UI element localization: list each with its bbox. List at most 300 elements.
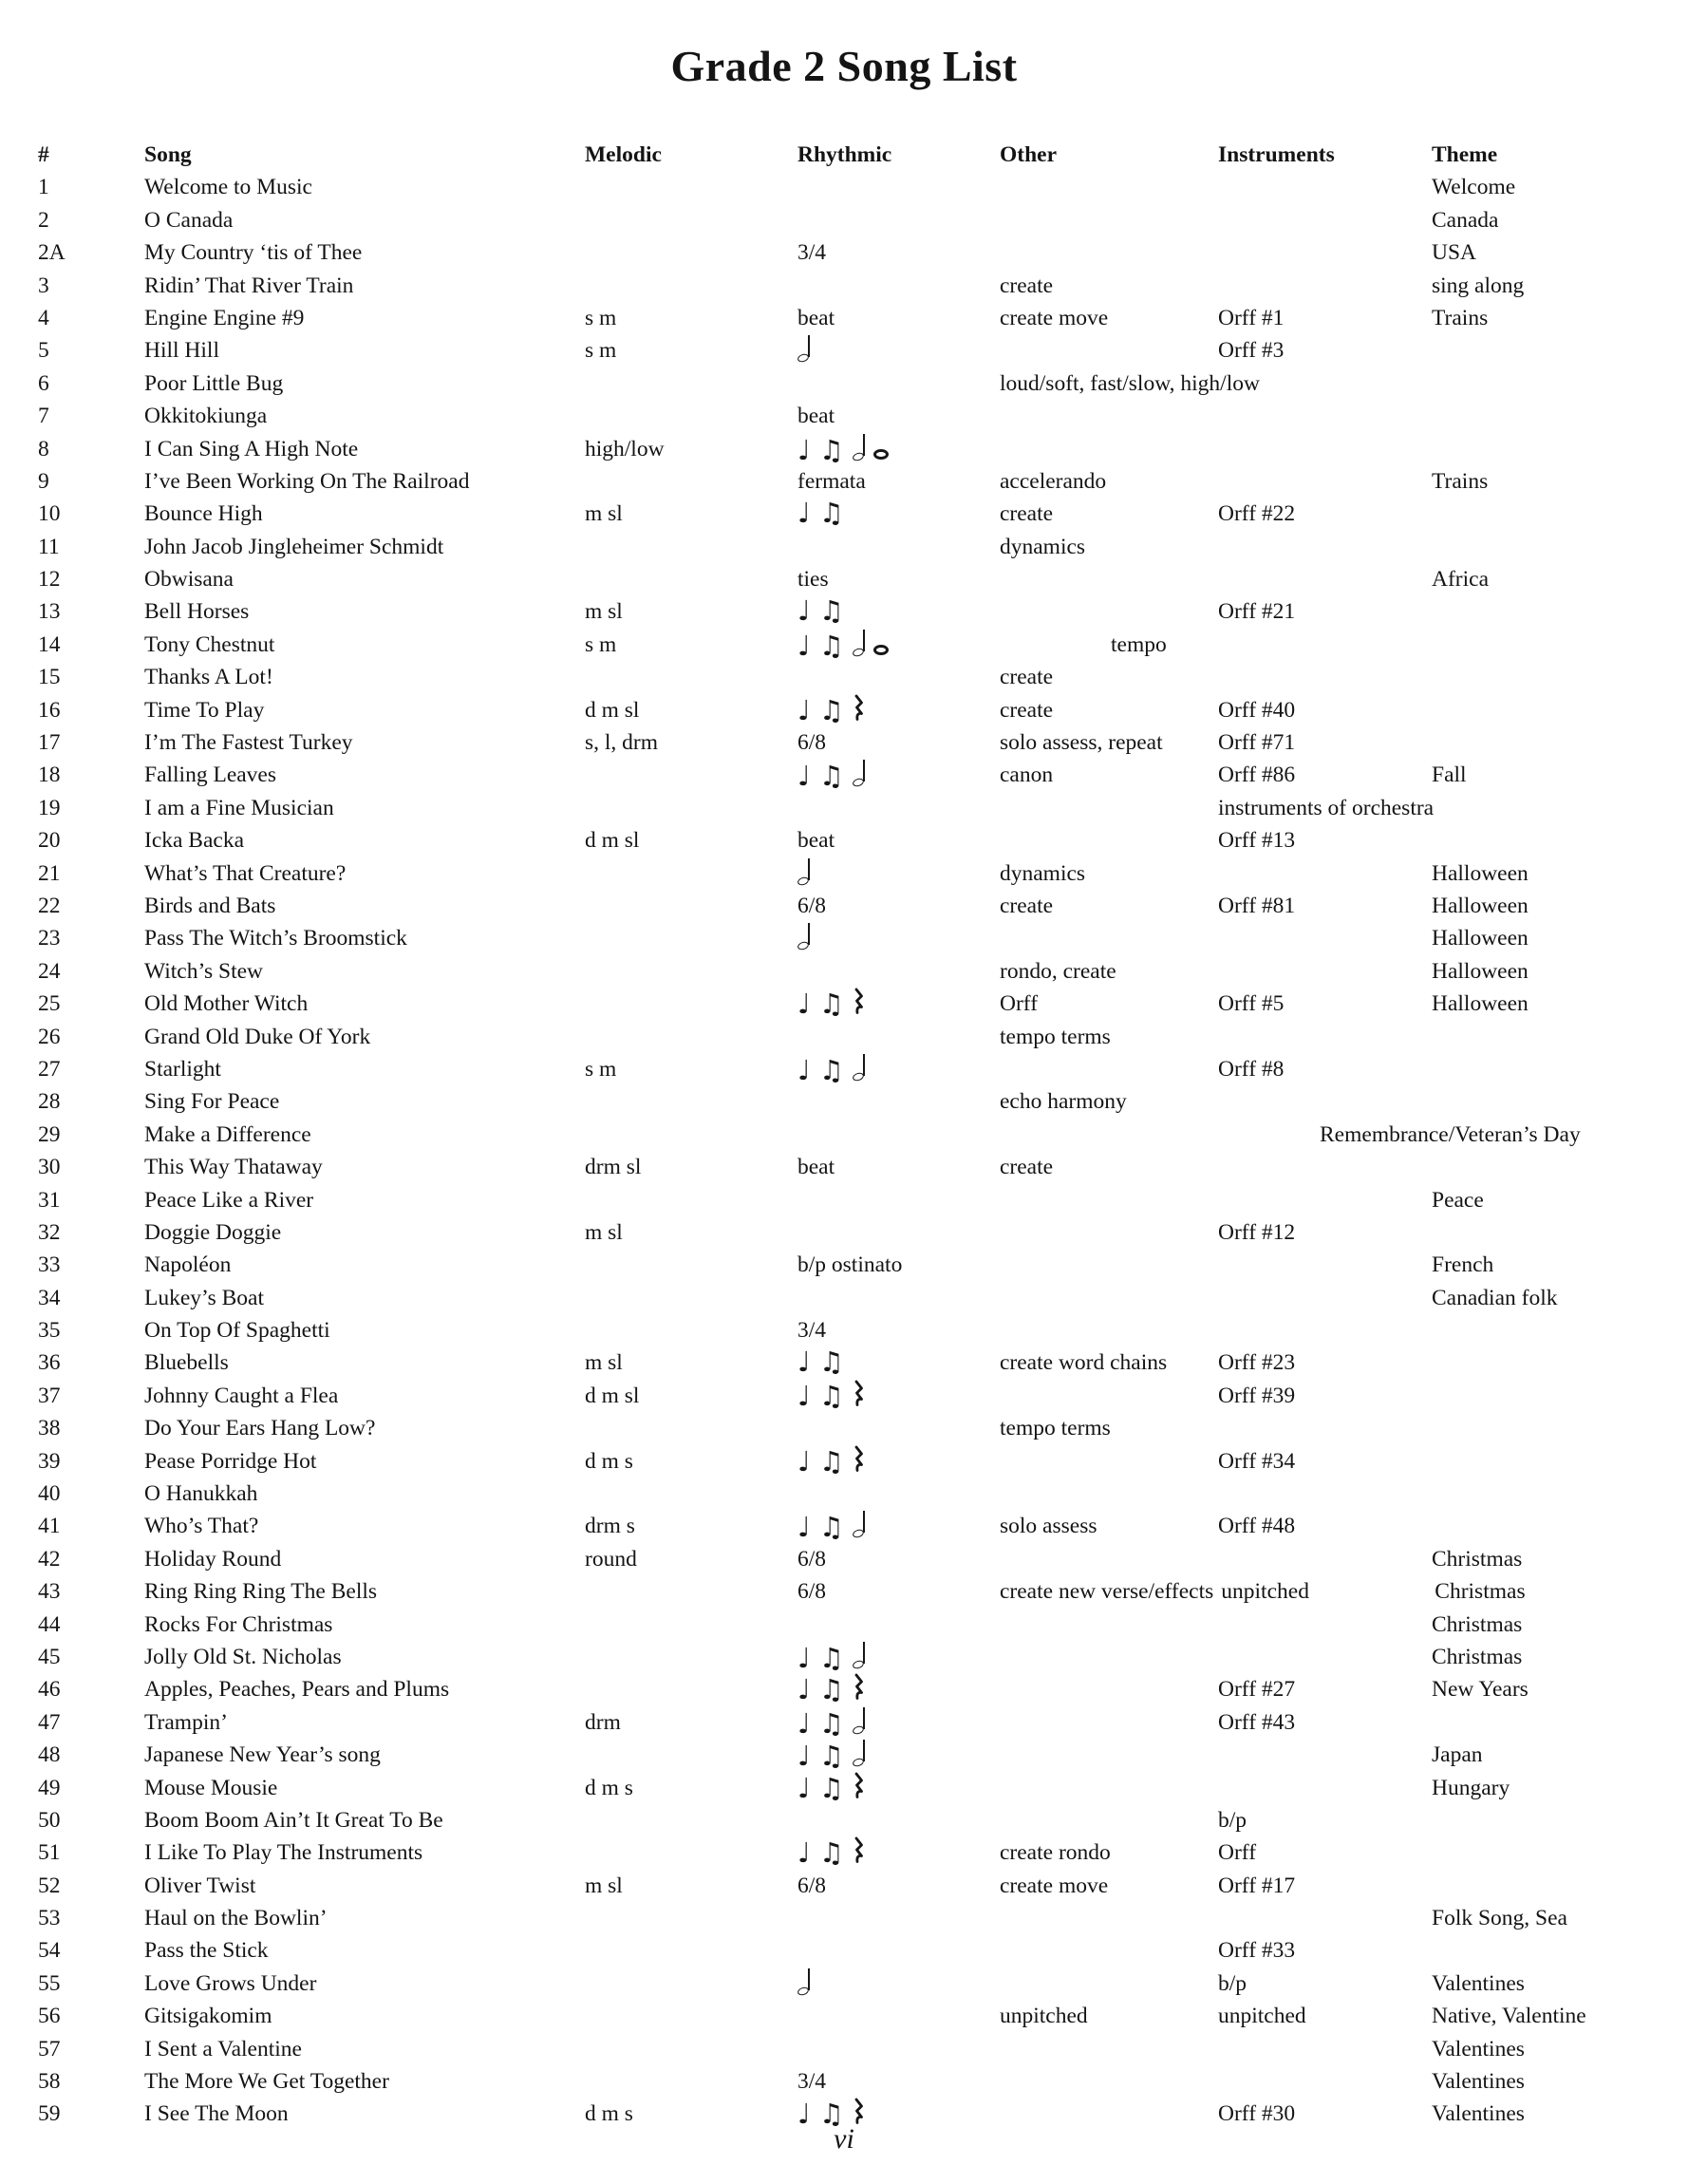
table-row <box>0 661 1688 693</box>
cell-melodic <box>585 171 797 203</box>
cell-melodic: s m <box>585 631 617 657</box>
cell-melodic: d m sl <box>585 1383 640 1408</box>
cell-song: I Can Sing A High Note <box>144 436 359 461</box>
cell-instruments: Orff #34 <box>1218 1448 1296 1474</box>
table-row <box>0 1641 1688 1673</box>
cell-rhythmic <box>797 955 1000 988</box>
cell-other: create <box>1000 501 1054 527</box>
cell-rhythmic: 3/4 <box>797 1318 827 1344</box>
table-row <box>0 890 1688 922</box>
beamed-eighth-notes-icon: ♫ <box>818 1641 844 1674</box>
cell-number: 39 <box>38 1448 61 1474</box>
cell-melodic: d m s <box>585 2101 633 2127</box>
cell-instruments: Orff #3 <box>1218 338 1285 364</box>
cell-number: 38 <box>38 1416 61 1441</box>
half-note-icon <box>853 759 865 786</box>
cell-number: 43 <box>38 1579 61 1605</box>
whole-note-icon <box>873 645 889 655</box>
cell-number: 8 <box>38 436 49 461</box>
cell-song: Hill Hill <box>144 338 219 364</box>
cell-theme <box>1432 1706 1622 1739</box>
table-row <box>0 1478 1688 1510</box>
cell-rhythmic: 6/8 <box>797 1546 827 1572</box>
quarter-note-icon: ♩ <box>797 497 811 530</box>
cell-rhythmic <box>797 1119 1000 1151</box>
cell-melodic: d m sl <box>585 828 640 854</box>
table-row <box>0 1314 1688 1346</box>
quarter-note-icon: ♩ <box>797 1706 811 1740</box>
cell-instruments <box>1218 270 1432 302</box>
cell-instruments: Orff #33 <box>1218 1938 1296 1964</box>
table-row <box>0 2000 1688 2032</box>
column-header-instruments: Instruments <box>1218 142 1335 167</box>
cell-rhythmic <box>797 922 1000 954</box>
table-row <box>0 694 1688 726</box>
cell-rhythmic <box>797 204 1000 236</box>
cell-instruments <box>1218 1021 1432 1053</box>
whole-note-icon <box>873 449 889 460</box>
cell-melodic: d m sl <box>585 697 640 723</box>
cell-melodic: m sl <box>585 501 623 527</box>
cell-other <box>1000 1609 1218 1641</box>
cell-song: Haul on the Bowlin’ <box>144 1906 328 1931</box>
cell-song: John Jacob Jingleheimer Schmidt <box>144 534 444 559</box>
cell-song: Ridin’ That River Train <box>144 273 354 298</box>
cell-instruments <box>1218 2065 1432 2098</box>
cell-theme: Valentines <box>1432 2101 1525 2127</box>
cell-other: rondo, create <box>1000 958 1116 984</box>
cell-rhythmic <box>797 334 1000 367</box>
cell-melodic: m sl <box>585 1873 623 1898</box>
table-row <box>0 857 1688 890</box>
cell-melodic <box>585 1314 797 1346</box>
beamed-eighth-notes-icon: ♫ <box>818 1379 844 1412</box>
cell-instruments <box>1218 1641 1432 1673</box>
cell-other <box>1000 204 1218 236</box>
cell-song: Rocks For Christmas <box>144 1611 333 1637</box>
cell-rhythmic <box>797 1216 1000 1249</box>
beamed-eighth-notes-icon: ♫ <box>818 1053 844 1086</box>
cell-melodic <box>585 1967 797 2000</box>
cell-theme: Trains <box>1432 305 1489 330</box>
cell-other <box>1000 1804 1218 1836</box>
cell-theme <box>1441 792 1631 824</box>
cell-melodic <box>585 400 797 432</box>
cell-melodic: d m s <box>585 1448 633 1474</box>
quarter-rest-icon <box>853 1836 864 1863</box>
table-row <box>0 1902 1688 1934</box>
cell-other <box>1000 1739 1218 1771</box>
cell-instruments <box>1218 2033 1432 2065</box>
cell-instruments: unpitched <box>1221 1579 1309 1605</box>
quarter-note-icon: ♩ <box>797 1444 811 1478</box>
cell-song: Welcome to Music <box>144 175 312 200</box>
cell-other: create new verse/effects <box>1000 1579 1214 1605</box>
cell-song: This Way Thataway <box>144 1155 323 1180</box>
cell-melodic <box>585 1902 797 1934</box>
cell-theme: Peace <box>1432 1187 1484 1213</box>
table-row <box>0 1346 1688 1379</box>
cell-other <box>1000 1216 1218 1249</box>
cell-song: Falling Leaves <box>144 763 277 788</box>
cell-melodic <box>585 1804 797 1836</box>
cell-song: What’s That Creature? <box>144 860 347 886</box>
cell-melodic <box>585 236 797 269</box>
cell-song: Peace Like a River <box>144 1187 314 1213</box>
cell-other <box>1000 2033 1218 2065</box>
cell-other <box>1000 1119 1218 1151</box>
cell-number: 19 <box>38 795 61 820</box>
cell-number: 35 <box>38 1318 61 1344</box>
cell-theme: Remembrance/Veteran’s Day <box>1320 1121 1581 1147</box>
cell-rhythmic: beat <box>797 828 835 854</box>
quarter-rest-icon <box>853 1380 864 1406</box>
cell-rhythmic <box>797 1478 1000 1510</box>
cell-theme <box>1432 1053 1622 1085</box>
cell-other <box>1000 824 1218 857</box>
cell-other <box>1000 595 1218 628</box>
cell-other: accelerando <box>1000 468 1107 494</box>
cell-rhythmic <box>797 433 1000 465</box>
cell-other: canon <box>1000 763 1054 788</box>
cell-number: 40 <box>38 1481 61 1507</box>
cell-rhythmic <box>797 988 1000 1020</box>
cell-song: Grand Old Duke Of York <box>144 1024 371 1049</box>
cell-other <box>1000 1053 1218 1085</box>
cell-theme <box>1432 1412 1622 1444</box>
cell-number: 46 <box>38 1677 61 1703</box>
cell-song: O Canada <box>144 207 234 233</box>
cell-instruments <box>1267 367 1481 400</box>
cell-song: I Sent a Valentine <box>144 2036 302 2062</box>
cell-other <box>1000 2065 1218 2098</box>
quarter-note-icon: ♩ <box>797 760 811 793</box>
cell-rhythmic <box>797 1510 1000 1542</box>
page-number: vi <box>834 2123 854 2155</box>
quarter-note-icon: ♩ <box>797 1511 811 1544</box>
cell-song: Tony Chestnut <box>144 631 275 657</box>
cell-other <box>1000 563 1218 595</box>
column-header-other: Other <box>1000 142 1058 167</box>
table-row <box>0 1119 1688 1151</box>
cell-rhythmic <box>797 1085 1000 1118</box>
cell-instruments <box>1218 661 1432 693</box>
table-row <box>0 531 1688 563</box>
cell-theme: Canada <box>1432 207 1499 233</box>
cell-rhythmic <box>797 367 1000 400</box>
cell-song: My Country ‘tis of Thee <box>144 240 363 266</box>
cell-theme: Valentines <box>1432 2036 1525 2062</box>
cell-song: Apples, Peaches, Pears and Plums <box>144 1677 450 1703</box>
cell-rhythmic <box>797 629 1000 661</box>
quarter-note-icon: ♩ <box>797 1673 811 1706</box>
cell-instruments <box>1218 236 1432 269</box>
cell-number: 41 <box>38 1514 61 1539</box>
cell-instruments <box>1218 1902 1432 1934</box>
cell-rhythmic <box>797 1902 1000 1934</box>
beamed-eighth-notes-icon: ♫ <box>818 988 844 1021</box>
cell-number: 57 <box>38 2036 61 2062</box>
cell-other <box>1000 1967 1218 2000</box>
cell-song: I am a Fine Musician <box>144 795 334 820</box>
cell-number: 42 <box>38 1546 61 1572</box>
cell-melodic <box>585 2033 797 2065</box>
cell-rhythmic: beat <box>797 404 835 429</box>
cell-instruments: b/p <box>1218 1970 1247 1996</box>
cell-instruments: Orff #5 <box>1218 991 1285 1017</box>
cell-theme: Halloween <box>1432 893 1529 918</box>
table-row <box>0 498 1688 530</box>
cell-other: solo assess, repeat <box>1000 730 1163 756</box>
table-row <box>0 1021 1688 1053</box>
cell-other <box>1000 1641 1218 1673</box>
cell-instruments: Orff #27 <box>1218 1677 1296 1703</box>
cell-theme: Africa <box>1432 567 1490 593</box>
cell-melodic: round <box>585 1546 637 1572</box>
cell-rhythmic <box>797 1053 1000 1085</box>
quarter-note-icon: ♩ <box>797 1836 811 1870</box>
cell-number: 9 <box>38 468 49 494</box>
cell-theme <box>1432 1346 1622 1379</box>
table-row <box>0 1739 1688 1771</box>
cell-number: 36 <box>38 1350 61 1376</box>
cell-melodic <box>585 1184 797 1216</box>
cell-other <box>1000 1445 1218 1478</box>
cell-number: 6 <box>38 370 49 396</box>
cell-number: 10 <box>38 501 61 527</box>
cell-other <box>1000 1249 1218 1281</box>
cell-theme <box>1432 1380 1622 1412</box>
table-row <box>0 988 1688 1020</box>
cell-other: solo assess <box>1000 1514 1097 1539</box>
cell-instruments <box>1218 1151 1432 1183</box>
quarter-note-icon: ♩ <box>797 1379 811 1412</box>
cell-other: create move <box>1000 305 1109 330</box>
cell-song: Boom Boom Ain’t It Great To Be <box>144 1807 443 1833</box>
half-note-icon <box>853 433 865 461</box>
cell-instruments: Orff #48 <box>1218 1514 1296 1539</box>
cell-melodic: s m <box>585 338 617 364</box>
cell-instruments: Orff #23 <box>1218 1350 1296 1376</box>
cell-theme <box>1432 498 1622 530</box>
cell-rhythmic <box>797 498 1000 530</box>
cell-melodic <box>585 1119 797 1151</box>
quarter-rest-icon <box>853 988 864 1014</box>
cell-number: 24 <box>38 958 61 984</box>
table-row <box>0 433 1688 465</box>
cell-theme <box>1432 1870 1622 1902</box>
cell-theme <box>1432 1216 1622 1249</box>
cell-song: On Top Of Spaghetti <box>144 1318 330 1344</box>
half-note-icon <box>853 1641 865 1668</box>
half-note-icon <box>797 334 810 362</box>
cell-number: 2 <box>38 207 49 233</box>
cell-instruments: Orff #17 <box>1218 1873 1296 1898</box>
cell-song: Trampin’ <box>144 1709 228 1735</box>
cell-rhythmic <box>797 1673 1000 1705</box>
cell-rhythmic <box>797 2033 1000 2065</box>
cell-instruments: Orff #22 <box>1218 501 1296 527</box>
cell-other: tempo <box>1111 631 1167 657</box>
table-row <box>0 1249 1688 1281</box>
cell-theme <box>1432 1151 1622 1183</box>
cell-number: 37 <box>38 1383 61 1408</box>
cell-other <box>1000 1282 1218 1314</box>
cell-other: create rondo <box>1000 1840 1111 1866</box>
column-header-song: Song <box>144 142 192 167</box>
cell-melodic <box>585 1085 797 1118</box>
cell-number: 26 <box>38 1024 61 1049</box>
column-header-theme: Theme <box>1432 142 1498 167</box>
cell-number: 48 <box>38 1742 61 1768</box>
cell-melodic <box>585 1609 797 1641</box>
cell-melodic <box>585 955 797 988</box>
cell-song: I Like To Play The Instruments <box>144 1840 423 1866</box>
cell-song: Bluebells <box>144 1350 229 1376</box>
table-row <box>0 1151 1688 1183</box>
cell-theme: Fall <box>1432 763 1467 788</box>
table-row <box>0 1543 1688 1575</box>
cell-instruments: Orff #8 <box>1218 1056 1285 1082</box>
cell-theme <box>1432 595 1622 628</box>
cell-instruments <box>1218 563 1432 595</box>
cell-song: Lukey’s Boat <box>144 1285 264 1310</box>
cell-other <box>1000 1706 1218 1739</box>
beamed-eighth-notes-icon: ♫ <box>818 1836 844 1870</box>
cell-instruments <box>1218 400 1432 432</box>
cell-song: Japanese New Year’s song <box>144 1742 381 1768</box>
cell-other <box>1000 1934 1218 1967</box>
cell-melodic <box>585 988 797 1020</box>
table-row <box>0 1184 1688 1216</box>
cell-theme: Halloween <box>1432 860 1529 886</box>
cell-instruments: Orff #30 <box>1218 2101 1296 2127</box>
column-header-rhythmic: Rhythmic <box>797 142 892 167</box>
cell-other: echo harmony <box>1000 1089 1127 1115</box>
cell-instruments: instruments of orchestra <box>1218 795 1435 820</box>
cell-instruments <box>1218 922 1432 954</box>
beamed-eighth-notes-icon: ♫ <box>818 1346 844 1379</box>
cell-other <box>1000 1478 1218 1510</box>
cell-instruments <box>1218 629 1432 661</box>
cell-rhythmic <box>797 2000 1000 2032</box>
cell-melodic <box>585 204 797 236</box>
half-note-icon <box>853 629 865 656</box>
table-row <box>0 1510 1688 1542</box>
cell-other: create <box>1000 273 1054 298</box>
table-row <box>0 563 1688 595</box>
cell-rhythmic: beat <box>797 305 835 330</box>
cell-melodic: s, l, drm <box>585 730 659 756</box>
half-note-icon <box>853 1739 865 1766</box>
cell-melodic: m sl <box>585 1219 623 1245</box>
cell-instruments: Orff #13 <box>1218 828 1296 854</box>
table-row <box>0 465 1688 498</box>
cell-number: 32 <box>38 1219 61 1245</box>
cell-other <box>1000 1314 1218 1346</box>
cell-rhythmic: fermata <box>797 468 866 494</box>
table-row <box>0 1836 1688 1869</box>
cell-other: dynamics <box>1000 534 1086 559</box>
cell-theme: Christmas <box>1432 1644 1523 1669</box>
cell-rhythmic: b/p ostinato <box>797 1252 903 1278</box>
cell-melodic <box>585 1478 797 1510</box>
table-row <box>0 1706 1688 1739</box>
cell-other: create <box>1000 665 1054 690</box>
table-row <box>0 1282 1688 1314</box>
cell-other: unpitched <box>1000 2004 1088 2029</box>
cell-instruments <box>1218 955 1432 988</box>
beamed-eighth-notes-icon: ♫ <box>818 1673 844 1706</box>
cell-rhythmic: ties <box>797 567 829 593</box>
cell-instruments: Orff #1 <box>1218 305 1285 330</box>
cell-theme <box>1432 1021 1622 1053</box>
cell-melodic: m sl <box>585 599 623 625</box>
cell-number: 21 <box>38 860 61 886</box>
cell-theme <box>1432 1804 1622 1836</box>
table-row <box>0 1575 1688 1608</box>
cell-other: create <box>1000 1155 1054 1180</box>
half-note-icon <box>797 922 810 950</box>
cell-rhythmic <box>797 694 1000 726</box>
cell-theme <box>1432 661 1622 693</box>
cell-other <box>1000 1673 1218 1705</box>
cell-rhythmic: 3/4 <box>797 240 827 266</box>
cell-theme: Halloween <box>1432 958 1529 984</box>
cell-other: create <box>1000 893 1054 918</box>
cell-number: 23 <box>38 926 61 951</box>
beamed-eighth-notes-icon: ♫ <box>818 497 844 530</box>
cell-instruments: Orff #86 <box>1218 763 1296 788</box>
cell-theme <box>1432 694 1622 726</box>
cell-rhythmic: beat <box>797 1155 835 1180</box>
cell-song: I’m The Fastest Turkey <box>144 730 353 756</box>
cell-theme <box>1432 726 1622 759</box>
cell-number: 45 <box>38 1644 61 1669</box>
cell-other <box>1000 171 1218 203</box>
cell-theme: Christmas <box>1435 1579 1526 1605</box>
cell-song: I’ve Been Working On The Railroad <box>144 468 470 494</box>
cell-song: Obwisana <box>144 567 234 593</box>
cell-theme <box>1432 1478 1622 1510</box>
cell-song: Time To Play <box>144 697 265 723</box>
cell-rhythmic <box>797 1772 1000 1804</box>
table-row <box>0 2065 1688 2098</box>
table-row <box>0 400 1688 432</box>
cell-rhythmic <box>797 1967 1000 2000</box>
cell-other <box>1000 792 1218 824</box>
cell-rhythmic <box>797 1412 1000 1444</box>
cell-number: 55 <box>38 1970 61 1996</box>
cell-rhythmic: 6/8 <box>797 893 827 918</box>
cell-rhythmic <box>797 270 1000 302</box>
table-row <box>0 1085 1688 1118</box>
table-row <box>0 236 1688 269</box>
cell-number: 22 <box>38 893 61 918</box>
table-row <box>0 204 1688 236</box>
cell-number: 30 <box>38 1155 61 1180</box>
cell-number: 28 <box>38 1089 61 1115</box>
cell-number: 12 <box>38 567 61 593</box>
table-row <box>0 1216 1688 1249</box>
cell-song: Make a Difference <box>144 1121 311 1147</box>
cell-other <box>1000 922 1218 954</box>
cell-rhythmic <box>797 1445 1000 1478</box>
table-row <box>0 824 1688 857</box>
half-note-icon <box>853 1706 865 1734</box>
cell-instruments <box>1218 1249 1432 1281</box>
cell-song: Starlight <box>144 1056 221 1082</box>
